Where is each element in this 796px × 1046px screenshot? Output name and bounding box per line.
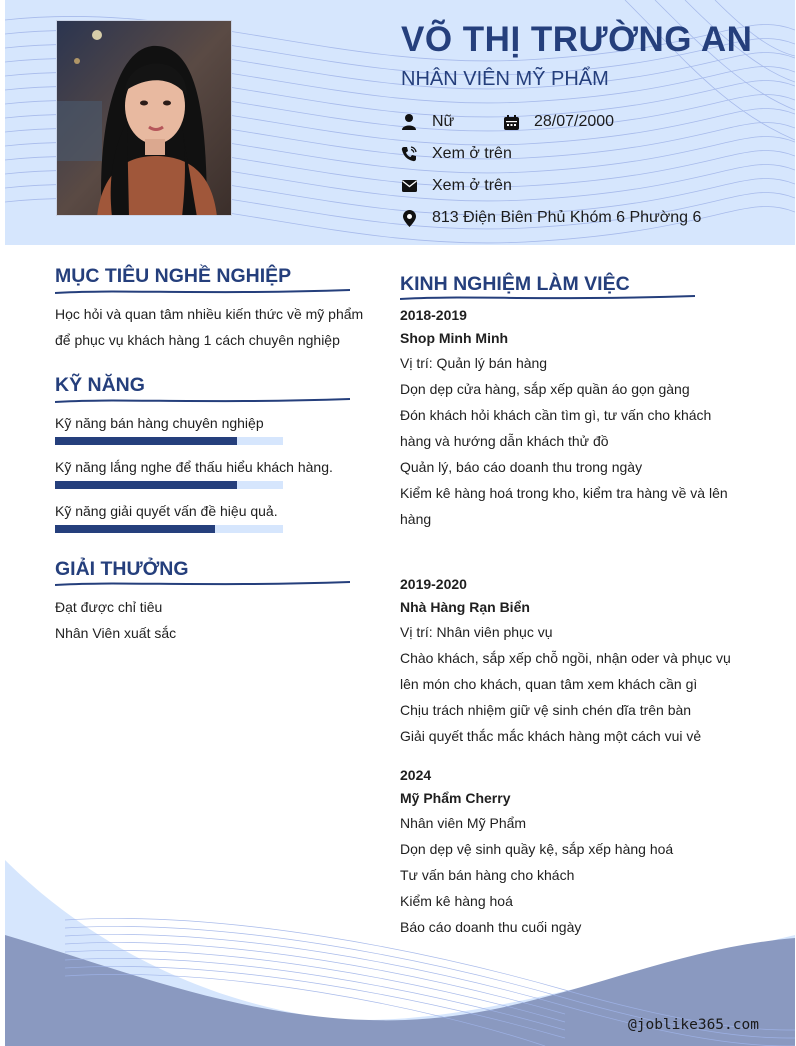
job-period: 2024 (400, 767, 432, 783)
skills-title: KỸ NĂNG (55, 374, 145, 396)
job-period: 2019-2020 (400, 576, 467, 592)
skill-bar (55, 481, 283, 489)
job-detail: Dọn dẹp vệ sinh quầy kệ, sắp xếp hàng hoá (400, 841, 674, 857)
job-detail: Kiểm kê hàng hoá trong kho, kiểm tra hàng về và lên (400, 485, 728, 501)
job-detail: hàng và hướng dẫn khách thử đồ (400, 433, 609, 449)
user-icon (401, 114, 417, 130)
brand-watermark: @joblike365.com (628, 1017, 759, 1033)
candidate-name: VÕ THỊ TRƯỜNG AN (401, 20, 753, 59)
birthday-row (503, 113, 614, 131)
skill-bar (55, 437, 283, 445)
candidate-title: NHÂN VIÊN MỸ PHẨM (401, 68, 609, 90)
skill-name: Kỹ năng giải quyết vấn đề hiệu quả. (55, 503, 278, 519)
experience-underline (400, 294, 695, 302)
objective-underline (55, 288, 350, 296)
job-detail: hàng (400, 511, 432, 527)
awards-underline (55, 580, 350, 588)
job-company: Shop Minh Minh (400, 330, 509, 346)
job-detail: Giải quyết thắc mắc khách hàng một cách vui vẻ (400, 728, 702, 744)
award-item: Đạt được chỉ tiêu (55, 599, 163, 615)
footer-wave-decoration (5, 840, 795, 1046)
mail-icon (401, 178, 417, 194)
skills-underline (55, 397, 350, 405)
calendar-icon (503, 114, 519, 130)
objective-line: Học hỏi và quan tâm nhiều kiến thức về mỹ phẩm (55, 306, 364, 322)
profile-photo (56, 20, 232, 216)
job-detail: lên món cho khách, quan tâm xem khách cần gì (400, 676, 698, 692)
job-detail: Vị trí: Nhân viên phục vụ (400, 624, 553, 640)
email-value: Xem ở trên (432, 177, 512, 194)
birthday-value: 28/07/2000 (534, 113, 615, 130)
experience-title: KINH NGHIỆM LÀM VIỆC (400, 273, 630, 295)
job-detail: Quản lý, báo cáo doanh thu trong ngày (400, 459, 643, 475)
address-value: 813 Điện Biên Phủ Khóm 6 Phường 6 (432, 209, 702, 226)
skill-bar-fill (55, 525, 215, 533)
job-detail: Chào khách, sắp xếp chỗ ngồi, nhận oder và phục vụ (400, 650, 731, 666)
objective-line: để phục vụ khách hàng 1 cách chuyên nghiệp (55, 332, 340, 348)
skill-bar (55, 525, 283, 533)
awards-title: GIẢI THƯỞNG (55, 558, 189, 580)
phone-row (401, 145, 512, 163)
job-detail: Nhân viên Mỹ Phẩm (400, 815, 527, 831)
job-detail: Kiểm kê hàng hoá (400, 893, 513, 909)
job-detail: Đón khách hỏi khách cần tìm gì, tư vấn cho khách (400, 407, 712, 423)
job-detail: Chịu trách nhiệm giữ vệ sinh chén dĩa trên bàn (400, 702, 692, 718)
job-detail: Báo cáo doanh thu cuối ngày (400, 919, 582, 935)
skill-name: Kỹ năng lắng nghe để thấu hiểu khách hàng. (55, 459, 333, 475)
skill-bar-fill (55, 481, 237, 489)
phone-value: Xem ở trên (432, 145, 512, 162)
objective-title: MỤC TIÊU NGHỀ NGHIỆP (55, 265, 292, 287)
job-company: Mỹ Phẩm Cherry (400, 790, 511, 806)
gender-row (401, 113, 454, 131)
header-band (5, 0, 795, 245)
job-detail: Vị trí: Quản lý bán hàng (400, 355, 548, 371)
job-detail: Dọn dẹp cửa hàng, sắp xếp quần áo gọn gàng (400, 381, 690, 397)
job-company: Nhà Hàng Rạn Biển (400, 599, 530, 615)
email-row (401, 177, 512, 195)
resume-page (5, 0, 795, 1046)
gender-value: Nữ (432, 113, 455, 130)
job-period: 2018-2019 (400, 307, 467, 323)
award-item: Nhân Viên xuất sắc (55, 625, 177, 641)
job-detail: Tư vấn bán hàng cho khách (400, 867, 575, 883)
location-pin-icon (401, 210, 417, 226)
skill-bar-fill (55, 437, 237, 445)
phone-icon (401, 146, 417, 162)
skill-name: Kỹ năng bán hàng chuyên nghiệp (55, 415, 264, 431)
address-row (401, 209, 701, 227)
